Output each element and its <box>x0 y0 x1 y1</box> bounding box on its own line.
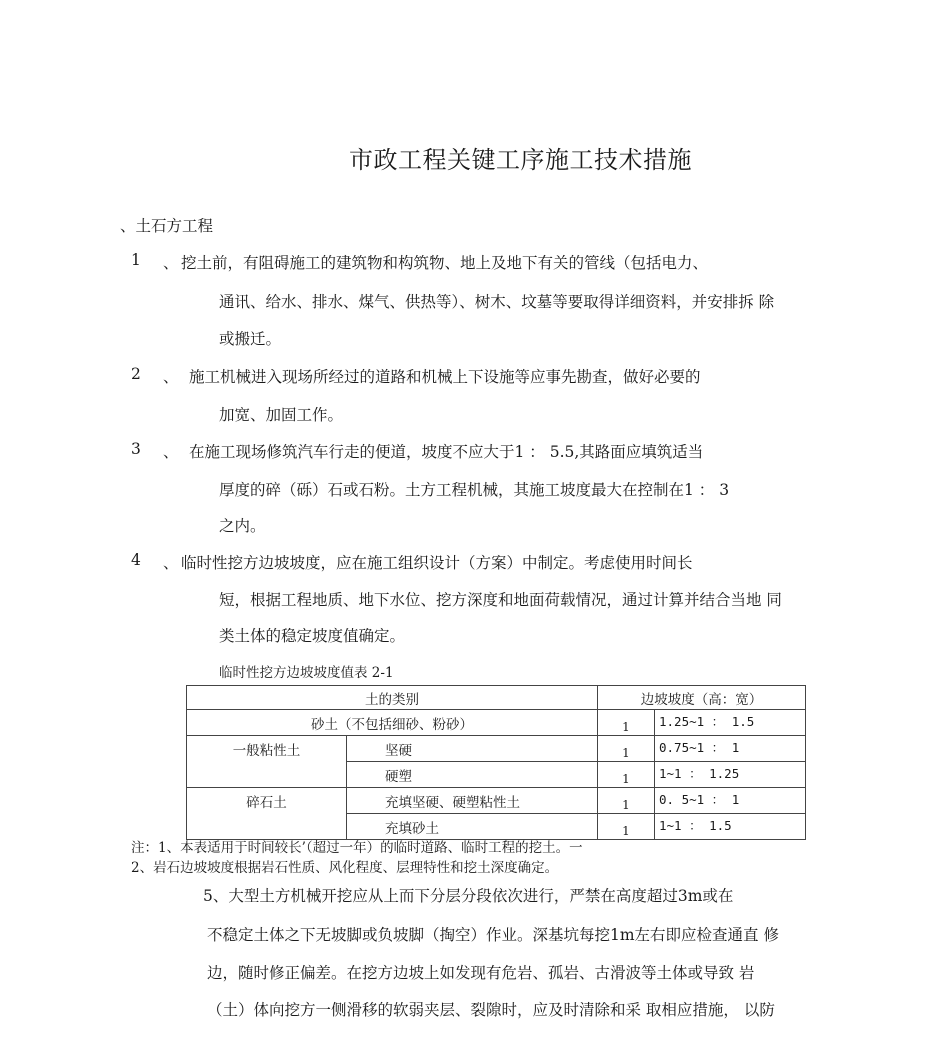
item-number: 2 <box>131 365 141 383</box>
item-line: 在施工现场修筑汽车行走的便道，坡度不应大于1 ： 5.5,其路面应填筑适当 <box>189 443 704 461</box>
table-header-row <box>187 686 806 710</box>
item-separator: 、 <box>163 368 179 386</box>
item5-line: 不稳定土体之下无坡脚或负坡脚（掏空）作业。深基坑每挖1m左右即应检查通直 修 <box>207 926 779 944</box>
page-title: 市政工程关键工序施工技术措施 <box>349 146 692 174</box>
item-line: 短，根据工程地质、地下水位、挖方深度和地面荷载情况，通过计算并结合当地 同 <box>219 591 782 609</box>
item-line: 加宽、加固工作。 <box>219 406 344 424</box>
slope-ratio-cell: 1~1 ： 1.25 <box>655 762 806 788</box>
table-row <box>187 736 806 762</box>
section-heading: 、土石方工程 <box>120 217 214 235</box>
header-slope: 边坡坡度（高：宽） <box>598 686 806 710</box>
soil-subtype-cell: 充填砂土 <box>347 814 598 840</box>
item5-line: 5、大型土方机械开挖应从上而下分层分段依次进行，严禁在高度超过3m或在 <box>203 887 734 905</box>
item-line: 施工机械进入现场所经过的道路和机械上下设施等应事先勘查，做好必要的 <box>189 368 701 386</box>
item5-line: 边，随时修正偏差。在挖方边坡上如发现有危岩、孤岩、古滑波等土体或导致 岩 <box>207 964 755 982</box>
item-number: 1 <box>131 251 141 269</box>
table-note: 注：1、本表适用于时间较长’（超过一年）的临时道路、临时工程的挖土。一 <box>131 840 583 856</box>
soil-type-cell: 砂土（不包括细砂、粉砂） <box>187 710 598 736</box>
slope-table <box>186 685 806 840</box>
item-line: 通讯、给水、排水、煤气、供热等）、树木、坟墓等要取得详细资料，并安排拆 除 <box>219 293 775 311</box>
slope-ratio-cell: 1~1 ： 1.5 <box>655 814 806 840</box>
item-line: 临时性挖方边坡坡度，应在施工组织设计（方案）中制定。考虑使用时间长 <box>181 554 693 572</box>
soil-group-cell: 碎石土 <box>187 788 347 840</box>
item-line: 挖土前，有阻碍施工的建筑物和构筑物、地上及地下有关的管线（包括电力、 <box>181 254 709 272</box>
soil-group-cell: 一般粘性土 <box>187 736 347 788</box>
item-number: 3 <box>131 440 141 458</box>
item-separator: 、 <box>163 254 179 272</box>
table-note: 2、岩石边坡坡度根据岩石性质、风化程度、层理特性和挖土深度确定。 <box>131 860 559 876</box>
header-soil-type: 土的类别 <box>187 686 598 710</box>
table-row <box>187 710 806 736</box>
slope-one-cell: 1 <box>598 814 655 840</box>
slope-one-cell: 1 <box>598 762 655 788</box>
item-line: 之内。 <box>219 517 266 535</box>
item-line: 类土体的稳定坡度值确定。 <box>219 627 406 645</box>
slope-ratio-cell: 0. 5~1 ： 1 <box>655 788 806 814</box>
item5-line: （土）体向挖方一侧滑移的软弱夹层、裂隙时，应及时清除和采 取相应措施， 以防 <box>207 1001 775 1019</box>
table-caption: 临时性挖方边坡坡度值表 2-1 <box>219 665 394 681</box>
slope-ratio-cell: 0.75~1 ： 1 <box>655 736 806 762</box>
item-separator: 、 <box>163 443 179 461</box>
soil-subtype-cell: 坚硬 <box>347 736 598 762</box>
soil-subtype-cell: 充填坚硬、硬塑粘性土 <box>347 788 598 814</box>
item-separator: 、 <box>163 554 179 572</box>
slope-one-cell: 1 <box>598 710 655 736</box>
soil-subtype-cell: 硬塑 <box>347 762 598 788</box>
item-number: 4 <box>131 551 141 569</box>
item-line: 厚度的碎（砾）石或石粉。土方工程机械，其施工坡度最大在控制在1 ： 3 <box>219 481 730 499</box>
slope-ratio-cell: 1.25~1 ： 1.5 <box>655 710 806 736</box>
item-line: 或搬迁。 <box>219 330 282 348</box>
slope-one-cell: 1 <box>598 788 655 814</box>
slope-one-cell: 1 <box>598 736 655 762</box>
table-row <box>187 788 806 814</box>
